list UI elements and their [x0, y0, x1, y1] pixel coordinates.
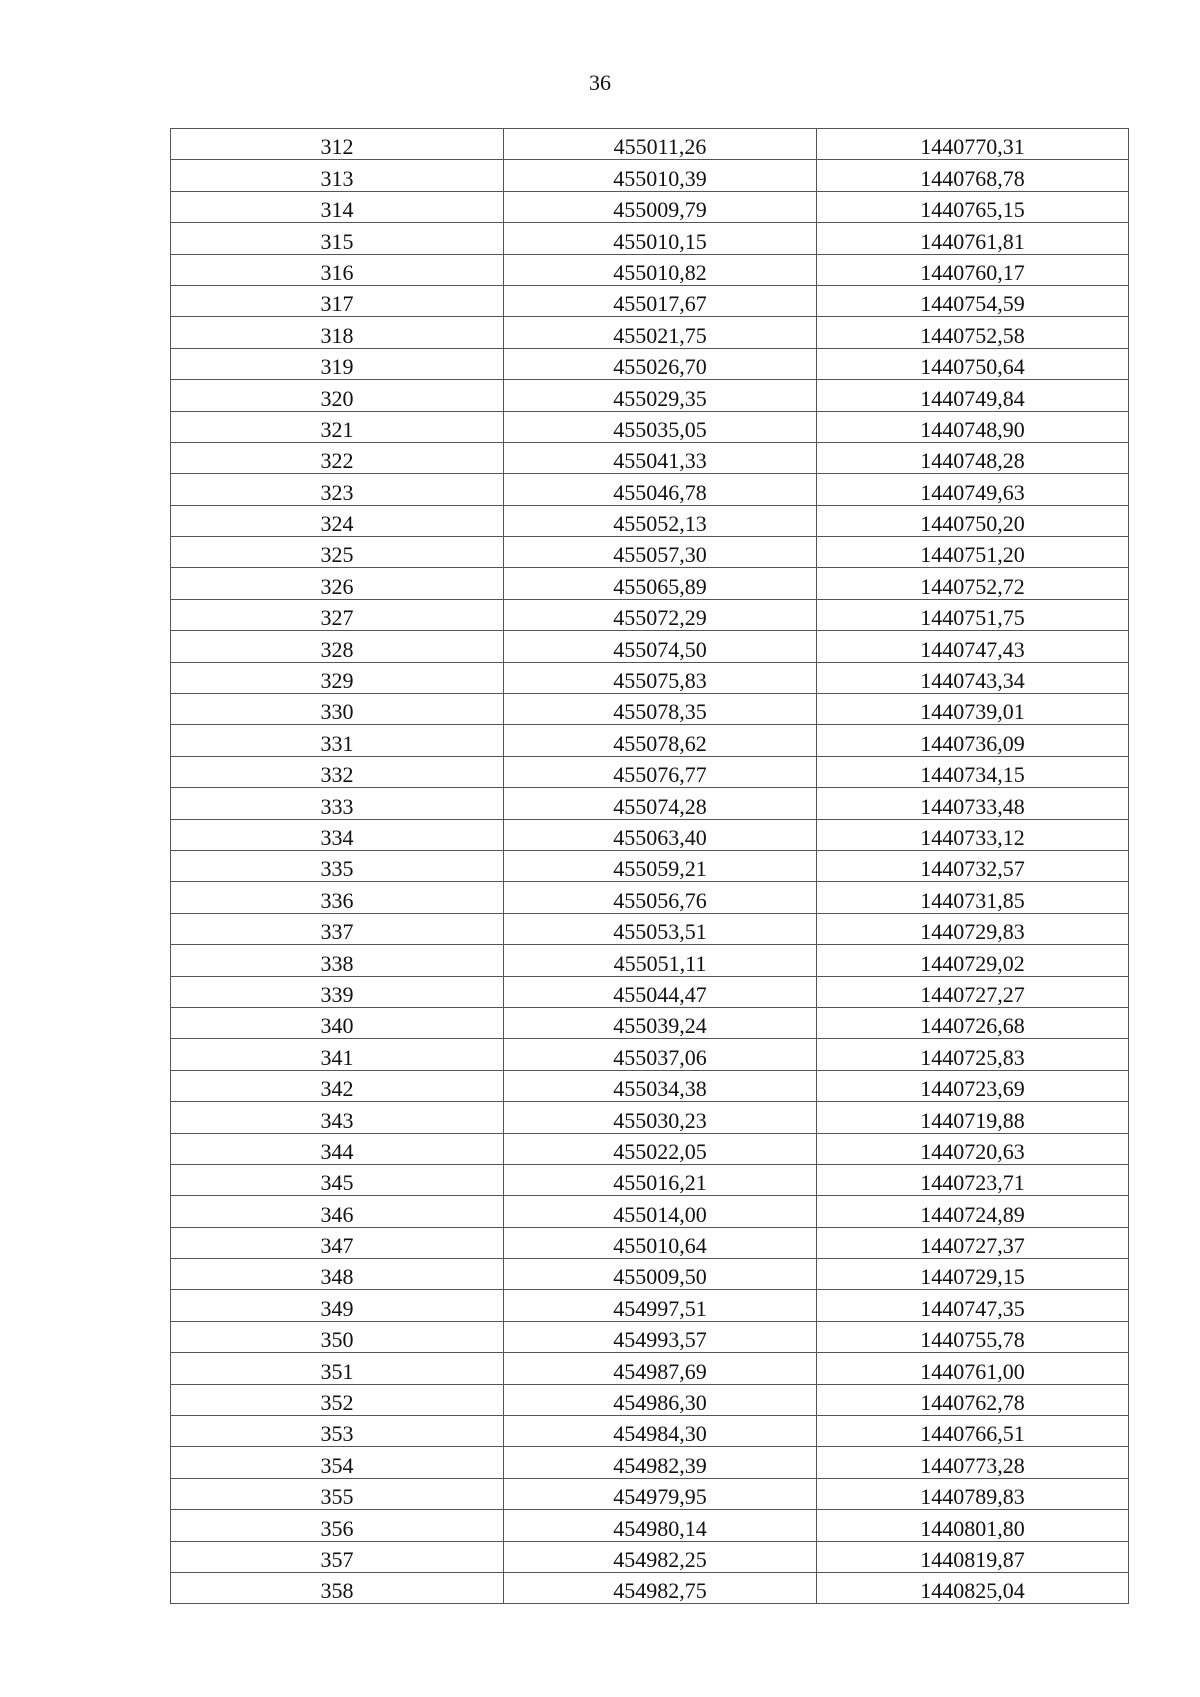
table-row — [171, 1007, 1129, 1038]
x-coordinate-cell: 454986,30 — [504, 1384, 817, 1415]
point-number-cell: 353 — [171, 1416, 504, 1447]
point-number-cell: 343 — [171, 1102, 504, 1133]
x-coordinate-cell: 454987,69 — [504, 1353, 817, 1384]
point-number-cell: 317 — [171, 285, 504, 316]
y-coordinate-cell: 1440727,37 — [817, 1227, 1129, 1258]
table-row — [171, 599, 1129, 630]
point-number-cell: 347 — [171, 1227, 504, 1258]
y-coordinate-cell: 1440801,80 — [817, 1510, 1129, 1541]
point-number-cell: 316 — [171, 254, 504, 285]
x-coordinate-cell: 455009,79 — [504, 191, 817, 222]
x-coordinate-cell: 455072,29 — [504, 599, 817, 630]
y-coordinate-cell: 1440747,35 — [817, 1290, 1129, 1321]
point-number-cell: 358 — [171, 1572, 504, 1603]
y-coordinate-cell: 1440723,71 — [817, 1164, 1129, 1195]
coordinates-table-body — [171, 129, 1129, 1604]
table-row — [171, 223, 1129, 254]
table-row — [171, 1572, 1129, 1603]
table-row — [171, 568, 1129, 599]
y-coordinate-cell: 1440755,78 — [817, 1321, 1129, 1352]
y-coordinate-cell: 1440789,83 — [817, 1478, 1129, 1509]
x-coordinate-cell: 455034,38 — [504, 1070, 817, 1101]
table-row — [171, 1102, 1129, 1133]
table-row — [171, 756, 1129, 787]
x-coordinate-cell: 454980,14 — [504, 1510, 817, 1541]
y-coordinate-cell: 1440743,34 — [817, 662, 1129, 693]
x-coordinate-cell: 455011,26 — [504, 129, 817, 160]
x-coordinate-cell: 455063,40 — [504, 819, 817, 850]
table-row — [171, 505, 1129, 536]
y-coordinate-cell: 1440754,59 — [817, 285, 1129, 316]
table-row — [171, 913, 1129, 944]
table-row — [171, 411, 1129, 442]
y-coordinate-cell: 1440729,02 — [817, 945, 1129, 976]
point-number-cell: 335 — [171, 850, 504, 881]
x-coordinate-cell: 455021,75 — [504, 317, 817, 348]
point-number-cell: 339 — [171, 976, 504, 1007]
y-coordinate-cell: 1440760,17 — [817, 254, 1129, 285]
point-number-cell: 357 — [171, 1541, 504, 1572]
y-coordinate-cell: 1440749,63 — [817, 474, 1129, 505]
y-coordinate-cell: 1440733,12 — [817, 819, 1129, 850]
y-coordinate-cell: 1440729,83 — [817, 913, 1129, 944]
table-row — [171, 160, 1129, 191]
table-row — [171, 537, 1129, 568]
table-row — [171, 1384, 1129, 1415]
table-row — [171, 1290, 1129, 1321]
table-row — [171, 1353, 1129, 1384]
y-coordinate-cell: 1440723,69 — [817, 1070, 1129, 1101]
y-coordinate-cell: 1440761,81 — [817, 223, 1129, 254]
y-coordinate-cell: 1440819,87 — [817, 1541, 1129, 1572]
table-row — [171, 1321, 1129, 1352]
y-coordinate-cell: 1440762,78 — [817, 1384, 1129, 1415]
point-number-cell: 312 — [171, 129, 504, 160]
x-coordinate-cell: 454982,75 — [504, 1572, 817, 1603]
y-coordinate-cell: 1440719,88 — [817, 1102, 1129, 1133]
point-number-cell: 350 — [171, 1321, 504, 1352]
y-coordinate-cell: 1440765,15 — [817, 191, 1129, 222]
table-row — [171, 1478, 1129, 1509]
x-coordinate-cell: 455022,05 — [504, 1133, 817, 1164]
x-coordinate-cell: 455046,78 — [504, 474, 817, 505]
point-number-cell: 348 — [171, 1259, 504, 1290]
y-coordinate-cell: 1440727,27 — [817, 976, 1129, 1007]
y-coordinate-cell: 1440736,09 — [817, 725, 1129, 756]
y-coordinate-cell: 1440731,85 — [817, 882, 1129, 913]
x-coordinate-cell: 454982,25 — [504, 1541, 817, 1572]
point-number-cell: 318 — [171, 317, 504, 348]
y-coordinate-cell: 1440739,01 — [817, 694, 1129, 725]
y-coordinate-cell: 1440752,72 — [817, 568, 1129, 599]
x-coordinate-cell: 455052,13 — [504, 505, 817, 536]
table-row — [171, 976, 1129, 1007]
x-coordinate-cell: 455059,21 — [504, 850, 817, 881]
table-row — [171, 285, 1129, 316]
x-coordinate-cell: 455057,30 — [504, 537, 817, 568]
table-row — [171, 725, 1129, 756]
y-coordinate-cell: 1440732,57 — [817, 850, 1129, 881]
table-row — [171, 1447, 1129, 1478]
x-coordinate-cell: 455041,33 — [504, 442, 817, 473]
x-coordinate-cell: 454984,30 — [504, 1416, 817, 1447]
point-number-cell: 340 — [171, 1007, 504, 1038]
point-number-cell: 327 — [171, 599, 504, 630]
point-number-cell: 352 — [171, 1384, 504, 1415]
point-number-cell: 355 — [171, 1478, 504, 1509]
table-row — [171, 1164, 1129, 1195]
y-coordinate-cell: 1440748,90 — [817, 411, 1129, 442]
point-number-cell: 334 — [171, 819, 504, 850]
y-coordinate-cell: 1440725,83 — [817, 1039, 1129, 1070]
point-number-cell: 337 — [171, 913, 504, 944]
x-coordinate-cell: 455065,89 — [504, 568, 817, 599]
x-coordinate-cell: 455026,70 — [504, 348, 817, 379]
y-coordinate-cell: 1440773,28 — [817, 1447, 1129, 1478]
point-number-cell: 328 — [171, 631, 504, 662]
y-coordinate-cell: 1440752,58 — [817, 317, 1129, 348]
x-coordinate-cell: 455009,50 — [504, 1259, 817, 1290]
y-coordinate-cell: 1440724,89 — [817, 1196, 1129, 1227]
point-number-cell: 354 — [171, 1447, 504, 1478]
x-coordinate-cell: 455017,67 — [504, 285, 817, 316]
table-row — [171, 1039, 1129, 1070]
table-row — [171, 1196, 1129, 1227]
y-coordinate-cell: 1440751,20 — [817, 537, 1129, 568]
table-row — [171, 788, 1129, 819]
point-number-cell: 325 — [171, 537, 504, 568]
point-number-cell: 341 — [171, 1039, 504, 1070]
y-coordinate-cell: 1440733,48 — [817, 788, 1129, 819]
y-coordinate-cell: 1440761,00 — [817, 1353, 1129, 1384]
x-coordinate-cell: 455051,11 — [504, 945, 817, 976]
y-coordinate-cell: 1440734,15 — [817, 756, 1129, 787]
y-coordinate-cell: 1440770,31 — [817, 129, 1129, 160]
x-coordinate-cell: 455014,00 — [504, 1196, 817, 1227]
y-coordinate-cell: 1440726,68 — [817, 1007, 1129, 1038]
point-number-cell: 336 — [171, 882, 504, 913]
table-row — [171, 129, 1129, 160]
point-number-cell: 314 — [171, 191, 504, 222]
x-coordinate-cell: 455044,47 — [504, 976, 817, 1007]
table-row — [171, 191, 1129, 222]
page-number: 36 — [589, 70, 611, 95]
table-row — [171, 1541, 1129, 1572]
table-row — [171, 1227, 1129, 1258]
table-row — [171, 317, 1129, 348]
x-coordinate-cell: 455010,15 — [504, 223, 817, 254]
y-coordinate-cell: 1440748,28 — [817, 442, 1129, 473]
y-coordinate-cell: 1440747,43 — [817, 631, 1129, 662]
x-coordinate-cell: 454997,51 — [504, 1290, 817, 1321]
point-number-cell: 344 — [171, 1133, 504, 1164]
x-coordinate-cell: 454979,95 — [504, 1478, 817, 1509]
point-number-cell: 349 — [171, 1290, 504, 1321]
point-number-cell: 338 — [171, 945, 504, 976]
table-row — [171, 1510, 1129, 1541]
table-row — [171, 442, 1129, 473]
x-coordinate-cell: 455010,82 — [504, 254, 817, 285]
point-number-cell: 324 — [171, 505, 504, 536]
table-row — [171, 254, 1129, 285]
point-number-cell: 346 — [171, 1196, 504, 1227]
coordinates-table — [170, 128, 1129, 1604]
point-number-cell: 329 — [171, 662, 504, 693]
table-row — [171, 474, 1129, 505]
x-coordinate-cell: 455010,39 — [504, 160, 817, 191]
point-number-cell: 342 — [171, 1070, 504, 1101]
x-coordinate-cell: 455030,23 — [504, 1102, 817, 1133]
table-row — [171, 1070, 1129, 1101]
point-number-cell: 345 — [171, 1164, 504, 1195]
y-coordinate-cell: 1440825,04 — [817, 1572, 1129, 1603]
table-row — [171, 850, 1129, 881]
point-number-cell: 322 — [171, 442, 504, 473]
point-number-cell: 333 — [171, 788, 504, 819]
x-coordinate-cell: 455056,76 — [504, 882, 817, 913]
x-coordinate-cell: 455035,05 — [504, 411, 817, 442]
x-coordinate-cell: 455010,64 — [504, 1227, 817, 1258]
y-coordinate-cell: 1440749,84 — [817, 380, 1129, 411]
point-number-cell: 330 — [171, 694, 504, 725]
x-coordinate-cell: 455016,21 — [504, 1164, 817, 1195]
point-number-cell: 315 — [171, 223, 504, 254]
x-coordinate-cell: 455076,77 — [504, 756, 817, 787]
point-number-cell: 321 — [171, 411, 504, 442]
x-coordinate-cell: 455078,62 — [504, 725, 817, 756]
table-row — [171, 819, 1129, 850]
table-row — [171, 694, 1129, 725]
point-number-cell: 319 — [171, 348, 504, 379]
table-row — [171, 380, 1129, 411]
point-number-cell: 351 — [171, 1353, 504, 1384]
x-coordinate-cell: 455078,35 — [504, 694, 817, 725]
y-coordinate-cell: 1440751,75 — [817, 599, 1129, 630]
x-coordinate-cell: 454993,57 — [504, 1321, 817, 1352]
point-number-cell: 320 — [171, 380, 504, 411]
x-coordinate-cell: 454982,39 — [504, 1447, 817, 1478]
point-number-cell: 331 — [171, 725, 504, 756]
point-number-cell: 332 — [171, 756, 504, 787]
table-row — [171, 1416, 1129, 1447]
x-coordinate-cell: 455029,35 — [504, 380, 817, 411]
y-coordinate-cell: 1440768,78 — [817, 160, 1129, 191]
x-coordinate-cell: 455039,24 — [504, 1007, 817, 1038]
table-row — [171, 945, 1129, 976]
table-row — [171, 662, 1129, 693]
point-number-cell: 356 — [171, 1510, 504, 1541]
table-row — [171, 882, 1129, 913]
table-row — [171, 348, 1129, 379]
x-coordinate-cell: 455074,50 — [504, 631, 817, 662]
table-row — [171, 631, 1129, 662]
point-number-cell: 313 — [171, 160, 504, 191]
y-coordinate-cell: 1440750,64 — [817, 348, 1129, 379]
x-coordinate-cell: 455037,06 — [504, 1039, 817, 1070]
point-number-cell: 323 — [171, 474, 504, 505]
y-coordinate-cell: 1440750,20 — [817, 505, 1129, 536]
x-coordinate-cell: 455075,83 — [504, 662, 817, 693]
y-coordinate-cell: 1440729,15 — [817, 1259, 1129, 1290]
point-number-cell: 326 — [171, 568, 504, 599]
table-row — [171, 1133, 1129, 1164]
x-coordinate-cell: 455074,28 — [504, 788, 817, 819]
table-row — [171, 1259, 1129, 1290]
x-coordinate-cell: 455053,51 — [504, 913, 817, 944]
y-coordinate-cell: 1440720,63 — [817, 1133, 1129, 1164]
y-coordinate-cell: 1440766,51 — [817, 1416, 1129, 1447]
